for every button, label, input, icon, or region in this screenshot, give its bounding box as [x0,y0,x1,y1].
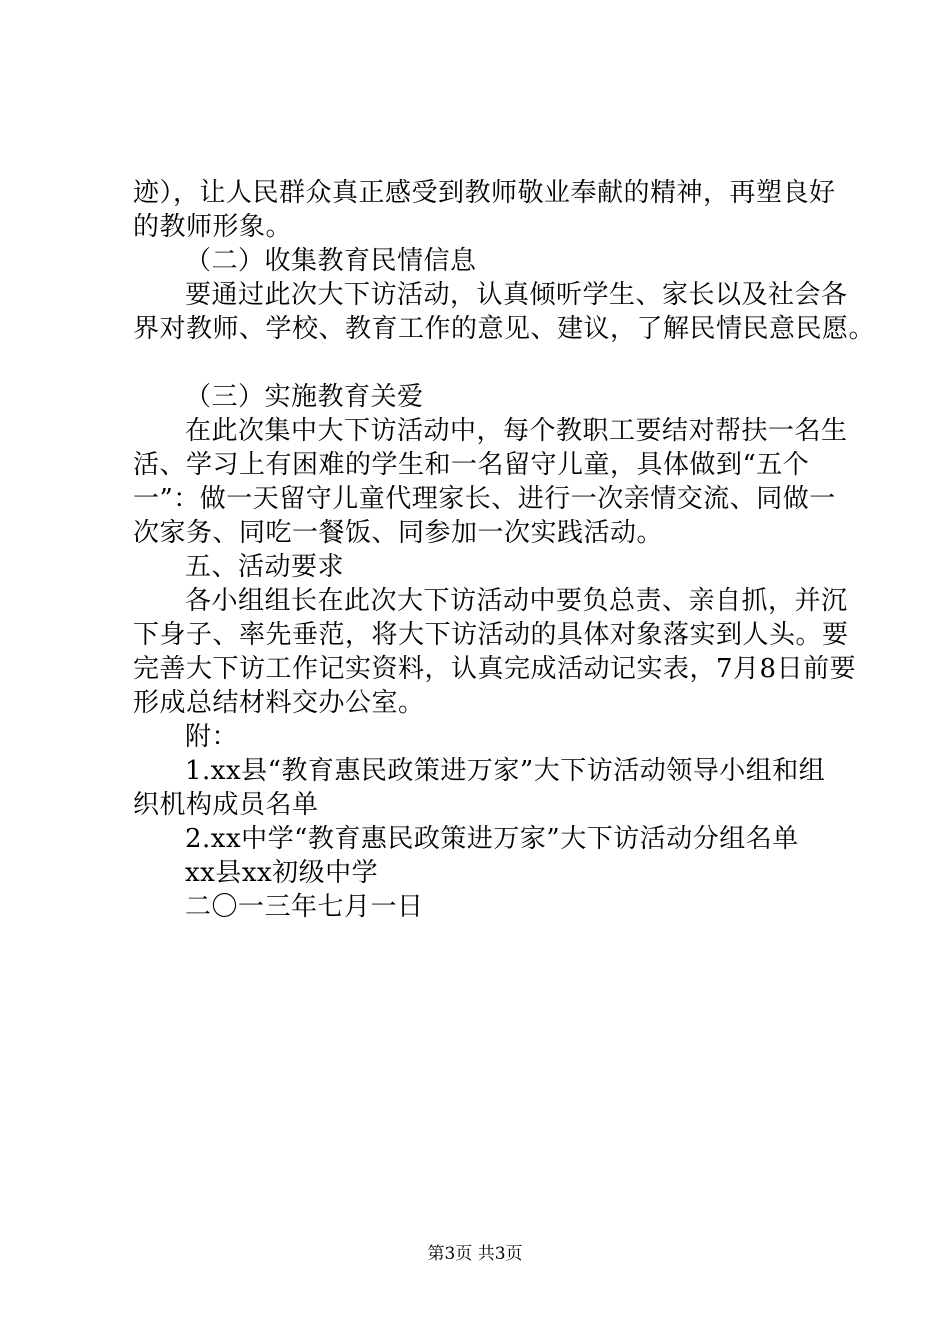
attachment-item-continued: 织机构成员名单 [133,790,319,820]
paragraph-line: 迹），让人民群众真正感受到教师敬业奉献的精神，再塑良好 [133,178,836,208]
blank-line [133,346,843,380]
document-body [133,176,876,924]
paragraph-line: 活、学习上有困难的学生和一名留守儿童，具体做到“五个 [133,450,810,480]
paragraph-line: 各小组组长在此次大下访活动中要负总责、亲自抓，并沉 [185,586,848,616]
section-heading: （三）实施教育关爱 [185,382,424,412]
paragraph-line: 的教师形象。 [133,212,293,242]
page-indicator: 第3页 共3页 [427,1244,523,1264]
attachment-item: 1.xx县“教育惠民政策进万家”大下访活动领导小组和组 [185,756,826,786]
paragraph-line: 下身子、率先垂范，将大下访活动的具体对象落实到人头。要 [133,620,849,650]
paragraph-line: 要通过此次大下访活动，认真倾听学生、家长以及社会各 [185,280,848,310]
paragraph-line: 次家务、同吃一餐饭、同参加一次实践活动。 [133,518,664,548]
paragraph-line: 完善大下访工作记实资料，认真完成活动记实表，7月8日前要 [133,654,857,684]
paragraph-line: 界对教师、学校、教育工作的意见、建议，了解民情民意民愿。 [133,314,876,344]
signature-organization: xx县xx初级中学 [185,858,379,888]
paragraph-line: 在此次集中大下访活动中，每个教职工要结对帮扶一名生 [185,416,848,446]
signature-date: 二〇一三年七月一日 [185,892,424,922]
paragraph-line: 形成总结材料交办公室。 [133,688,425,718]
attachment-label: 附： [185,722,239,752]
section-heading: 五、活动要求 [185,552,345,582]
section-heading: （二）收集教育民情信息 [185,246,477,276]
attachment-item: 2.xx中学“教育惠民政策进万家”大下访活动分组名单 [185,824,799,854]
paragraph-line: 一”：做一天留守儿童代理家长、进行一次亲情交流、同做一 [133,484,836,514]
